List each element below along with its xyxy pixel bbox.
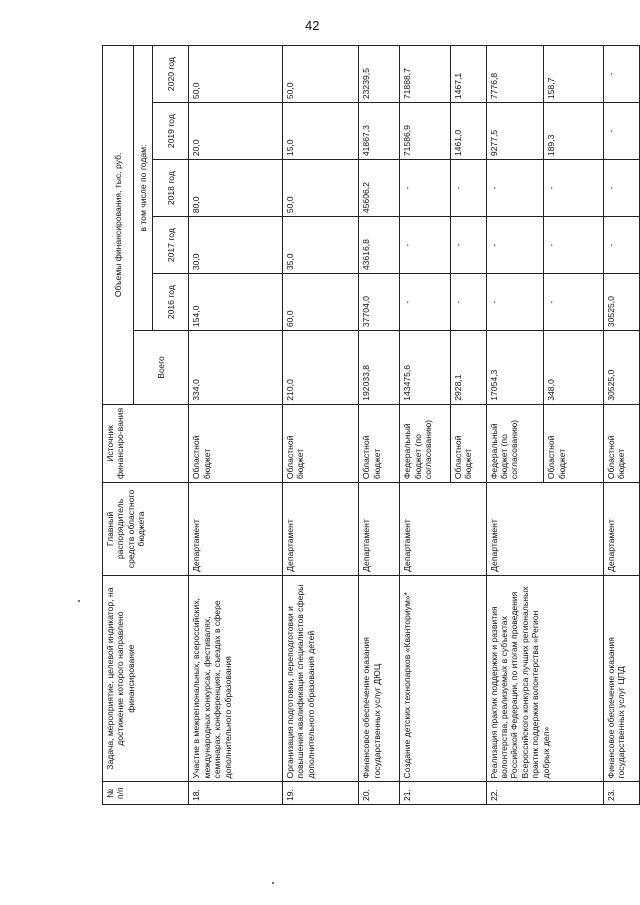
- row-year-value: -: [400, 217, 450, 274]
- row-total: 143475,6: [400, 331, 450, 405]
- header-year: 2017 год: [153, 217, 189, 274]
- row-year-value: -: [486, 160, 544, 217]
- row-total: 2928,1: [450, 331, 486, 405]
- row-source: Областной бюджет: [544, 404, 604, 482]
- row-year-value: -: [486, 274, 544, 331]
- row-task: Организация подготовки, переподготовки и повышения квалификации специалистов сферы дополнительного образования детей: [282, 575, 359, 782]
- row-main-manager: Департамент: [486, 483, 603, 576]
- page-number: 42: [305, 18, 320, 33]
- row-year-value: -: [544, 217, 604, 274]
- row-task: Реализация практик поддержки и развития волонтерства, реализуемых в субъектах Российской Федерации, по итогам проведения Всероссийского конкурса лучших региональных практик поддержки волонтерства «Регион добрых дел»: [486, 575, 603, 782]
- row-year-value: 41867,3: [359, 103, 400, 160]
- row-year-value: 23239,5: [359, 46, 400, 103]
- row-year-value: -: [544, 160, 604, 217]
- row-year-value: 45606,2: [359, 160, 400, 217]
- row-source: Федеральный бюджет (по согласованию): [400, 404, 450, 482]
- row-year-value: 71586,9: [400, 103, 450, 160]
- row-year-value: -: [603, 46, 639, 103]
- row-year-value: 50,0: [282, 160, 359, 217]
- table-row: [359, 46, 400, 805]
- row-num: 19.: [282, 782, 359, 805]
- table-row: [400, 46, 450, 805]
- row-year-value: 189,3: [544, 103, 604, 160]
- row-task: Финансовое обеспечение оказания государственных услуг ЦПД: [603, 575, 639, 782]
- row-year-value: -: [400, 160, 450, 217]
- row-year-value: 154,0: [189, 274, 282, 331]
- header-by-years: в том числе по годам:: [134, 46, 153, 331]
- row-num: 20.: [359, 782, 400, 805]
- row-year-value: -: [486, 217, 544, 274]
- row-year-value: 50,0: [282, 46, 359, 103]
- row-total: 30525,0: [603, 331, 639, 405]
- row-year-value: -: [603, 217, 639, 274]
- header-task: Задача, мероприятие, целевой индикатор, на достижение которого направлено финансирование: [103, 575, 189, 782]
- table-row: [282, 46, 359, 805]
- row-year-value: 35,0: [282, 217, 359, 274]
- row-year-value: 80,0: [189, 160, 282, 217]
- row-year-value: 158,7: [544, 46, 604, 103]
- row-year-value: -: [603, 160, 639, 217]
- table-row: [603, 46, 639, 805]
- row-total: 17054,3: [486, 331, 544, 405]
- table-row: [189, 46, 282, 805]
- row-main-manager: Департамент: [603, 483, 639, 576]
- row-year-value: 15,0: [282, 103, 359, 160]
- rotated-page-content: [102, 45, 640, 805]
- row-year-value: 43616,8: [359, 217, 400, 274]
- row-source: Федеральный бюджет (по согласованию): [486, 404, 544, 482]
- row-source: Областной бюджет: [603, 404, 639, 482]
- row-total: 348,0: [544, 331, 604, 405]
- row-main-manager: Департамент: [400, 483, 486, 576]
- row-year-value: -: [450, 274, 486, 331]
- header-year: 2020 год: [153, 46, 189, 103]
- row-num: 21.: [400, 782, 486, 805]
- header-year: 2016 год: [153, 274, 189, 331]
- row-num: 23.: [603, 782, 639, 805]
- row-year-value: 9277,5: [486, 103, 544, 160]
- header-volumes: Объемы финансирования, тыс. руб.: [103, 46, 134, 405]
- financing-table: [102, 45, 640, 805]
- row-year-value: 30525,0: [603, 274, 639, 331]
- row-task: Участие в межрегиональных, всероссийских, международных конкурсах, фестивалях, семинарах, конференциях, съездах в сфере дополнительного образования: [189, 575, 282, 782]
- header-year: 2019 год: [153, 103, 189, 160]
- header-total: Всего: [134, 331, 189, 405]
- row-task: Создание детских технопарков «Кванториум»*: [400, 575, 486, 782]
- row-main-manager: Департамент: [359, 483, 400, 576]
- row-source: Областной бюджет: [189, 404, 282, 482]
- row-year-value: 30,0: [189, 217, 282, 274]
- row-num: 22.: [486, 782, 603, 805]
- row-year-value: -: [450, 217, 486, 274]
- header-year: 2018 год: [153, 160, 189, 217]
- row-task: Финансовое обеспечение оказания государственных услуг ДЮЦ: [359, 575, 400, 782]
- scan-speck: [78, 600, 80, 602]
- row-source: Областной бюджет: [450, 404, 486, 482]
- row-year-value: -: [544, 274, 604, 331]
- row-source: Областной бюджет: [282, 404, 359, 482]
- header-source: Источник финансиро-вания: [103, 404, 189, 482]
- row-total: 334,0: [189, 331, 282, 405]
- row-main-manager: Департамент: [282, 483, 359, 576]
- row-year-value: 1461,0: [450, 103, 486, 160]
- row-year-value: 1467,1: [450, 46, 486, 103]
- row-year-value: 60,0: [282, 274, 359, 331]
- scan-speck: [272, 882, 274, 884]
- row-year-value: 7776,8: [486, 46, 544, 103]
- row-year-value: 50,0: [189, 46, 282, 103]
- row-year-value: -: [400, 274, 450, 331]
- row-num: 18.: [189, 782, 282, 805]
- row-total: 210,0: [282, 331, 359, 405]
- row-year-value: 37704,0: [359, 274, 400, 331]
- row-total: 192033,8: [359, 331, 400, 405]
- row-year-value: 20,0: [189, 103, 282, 160]
- table-row: [486, 46, 544, 805]
- row-year-value: 71888,7: [400, 46, 450, 103]
- row-year-value: -: [603, 103, 639, 160]
- row-main-manager: Департамент: [189, 483, 282, 576]
- header-main-manager: Главный распорядитель средств областного бюджета: [103, 483, 189, 576]
- header-num: № п/п: [103, 782, 189, 805]
- row-source: Областной бюджет: [359, 404, 400, 482]
- row-year-value: -: [450, 160, 486, 217]
